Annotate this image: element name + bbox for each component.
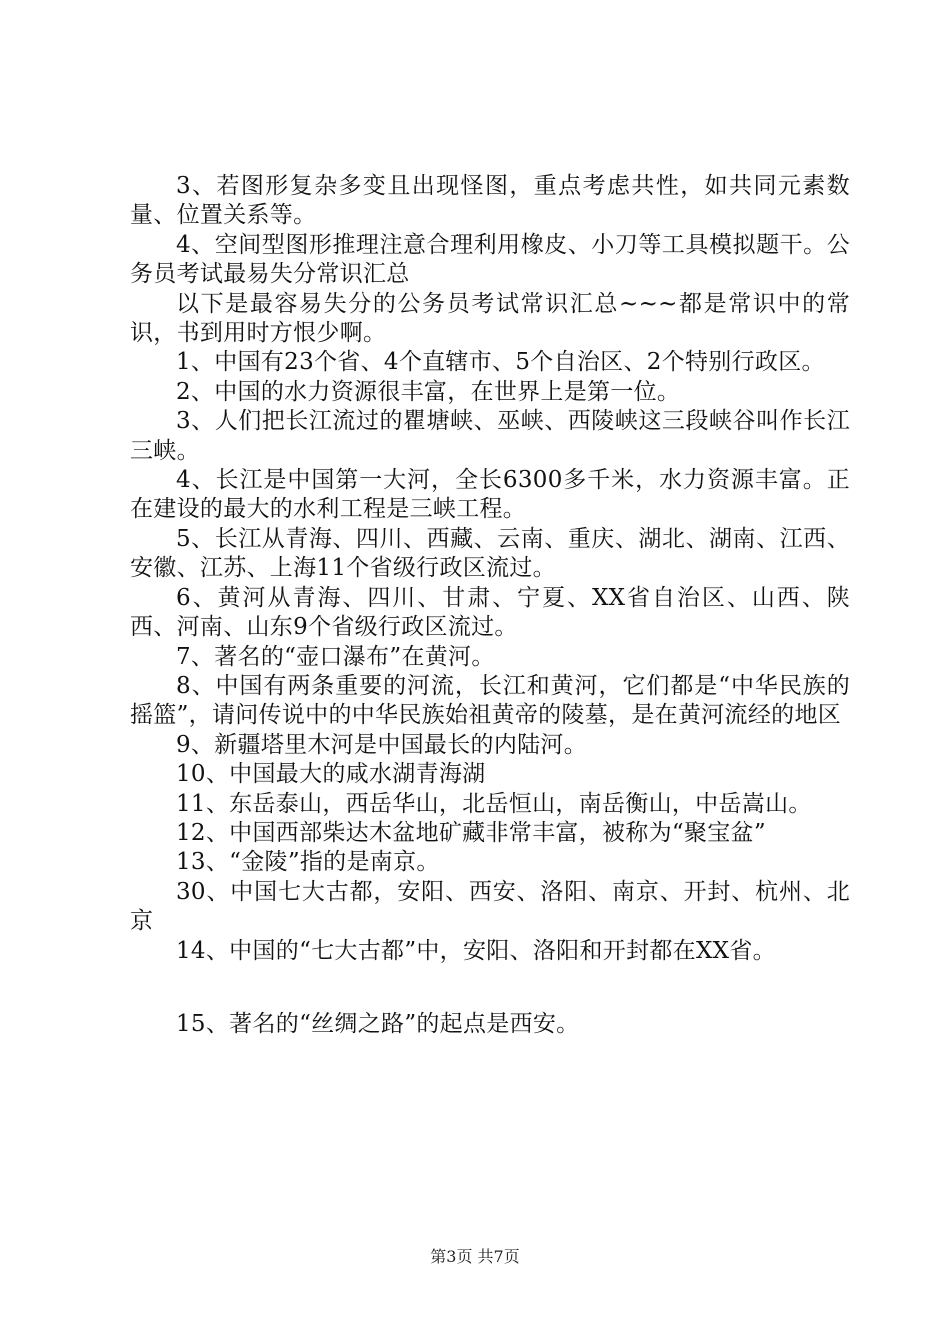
paragraph: 11、东岳泰山，西岳华山，北岳恒山，南岳衡山，中岳嵩山。 bbox=[176, 790, 812, 817]
page-footer: 第3页 共7页 bbox=[430, 1247, 520, 1266]
paragraph: 6、黄河从青海、四川、甘肃、宁夏、XX省自治区、山西、陕西、河南、山东9个省级行政区流过。 bbox=[130, 584, 850, 641]
paragraph: 以下是最容易失分的公务员考试常识汇总~~~都是常识中的常识，书到用时方恨少啊。 bbox=[130, 290, 850, 347]
paragraph: 30、中国七大古都，安阳、西安、洛阳、南京、开封、杭州、北京 bbox=[130, 878, 850, 935]
paragraph: 10、中国最大的咸水湖青海湖 bbox=[176, 761, 486, 788]
paragraph: 3、若图形复杂多变且出现怪图，重点考虑共性，如共同元素数量、位置关系等。 bbox=[130, 173, 850, 229]
paragraph: 8、中国有两条重要的河流，长江和黄河，它们都是“中华民族的摇篮”，请问传说中的中华民族始祖黄帝的陵墓，是在黄河流经的地区 bbox=[130, 672, 850, 729]
paragraph: 14、中国的“七大古都”中，安阳、洛阳和开封都在XX省。 bbox=[176, 937, 776, 964]
paragraph: 2、中国的水力资源很丰富，在世界上是第一位。 bbox=[176, 378, 681, 405]
paragraph: 12、中国西部柴达木盆地矿藏非常丰富，被称为“聚宝盆” bbox=[176, 819, 766, 846]
paragraph: 15、著名的“丝绸之路”的起点是西安。 bbox=[176, 1010, 580, 1037]
paragraph: 4、空间型图形推理注意合理利用橡皮、小刀等工具模拟题干。公务员考试最易失分常识汇总 bbox=[130, 231, 850, 288]
paragraph: 1、中国有23个省、4个直辖市、5个自治区、2个特别行政区。 bbox=[176, 349, 825, 376]
blank-line bbox=[130, 966, 850, 1010]
paragraph: 7、著名的“壶口瀑布”在黄河。 bbox=[176, 643, 495, 670]
paragraph: 4、长江是中国第一大河，全长6300多千米，水力资源丰富。正在建设的最大的水利工程是三峡工程。 bbox=[130, 467, 850, 523]
document-body bbox=[130, 172, 850, 1039]
paragraph: 3、人们把长江流过的瞿塘峡、巫峡、西陵峡这三段峡谷叫作长江三峡。 bbox=[130, 408, 850, 464]
paragraph: 9、新疆塔里木河是中国最长的内陆河。 bbox=[176, 731, 588, 758]
paragraph: 5、长江从青海、四川、西藏、云南、重庆、湖北、湖南、江西、安徽、江苏、上海11个省级行政区流过。 bbox=[130, 525, 850, 582]
paragraph: 13、“金陵”指的是南京。 bbox=[176, 849, 440, 876]
